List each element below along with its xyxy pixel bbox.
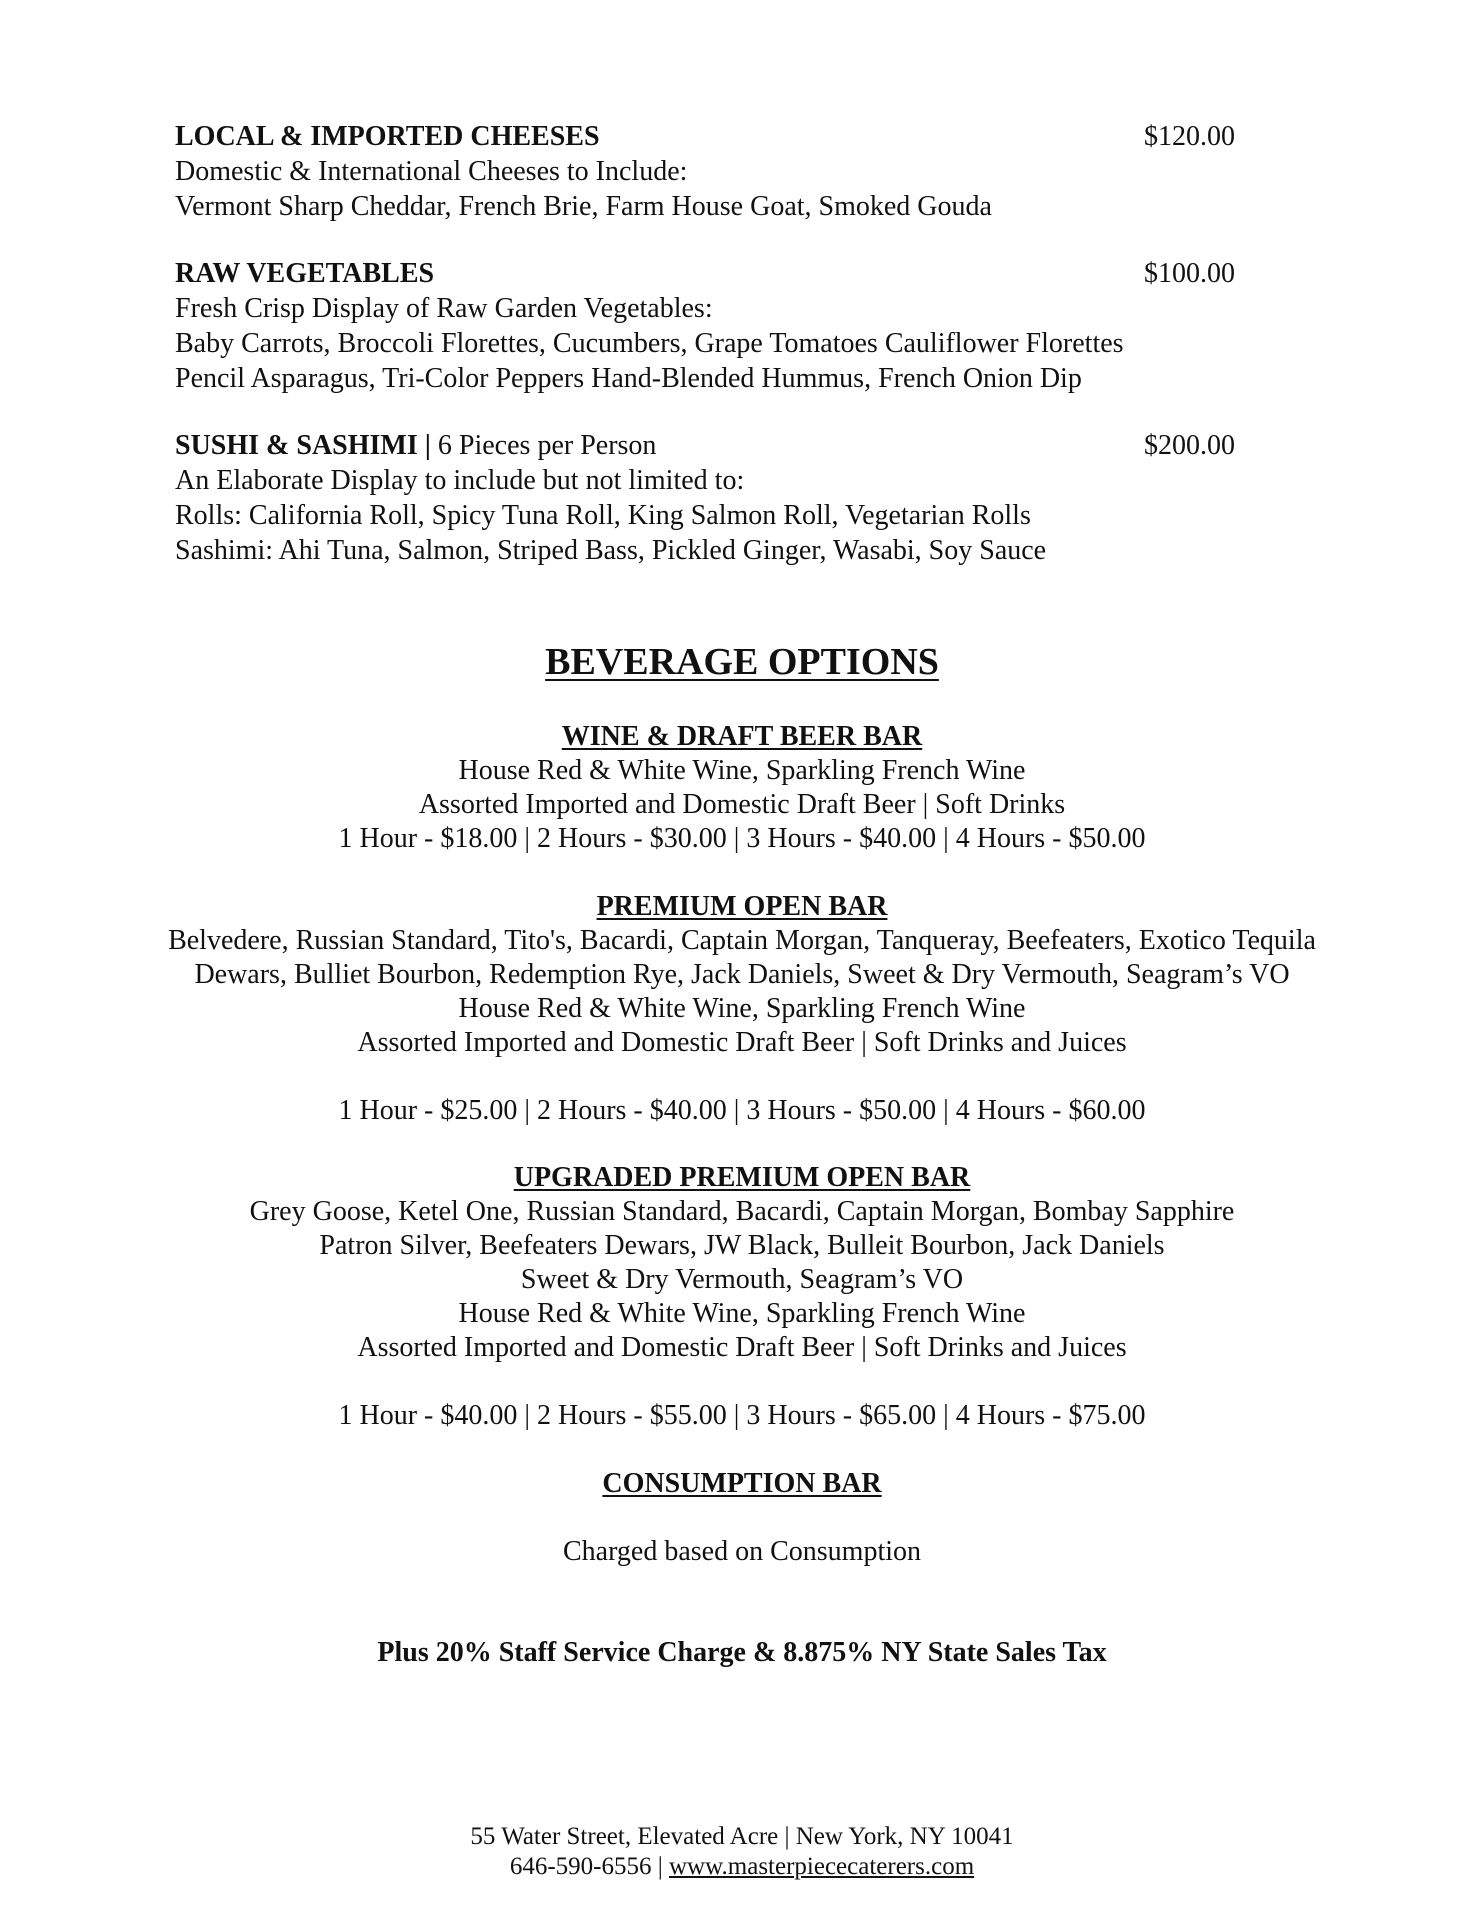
footer: [0, 1822, 1484, 1882]
bar-description: Assorted Imported and Domestic Draft Beer | Soft Drinks and Juices: [357, 1027, 1127, 1058]
food-item-description: An Elaborate Display to include but not limited to:: [175, 465, 745, 496]
food-item-description: Domestic & International Cheeses to Include:: [175, 156, 688, 187]
service-charge-note: Plus 20% Staff Service Charge & 8.875% NY State Sales Tax: [377, 1637, 1107, 1668]
food-item-header: [175, 256, 1235, 291]
bar-description: Charged based on Consumption: [562, 1536, 921, 1567]
food-item-quantity: 6 Pieces per Person: [430, 430, 657, 461]
food-item-description: Pencil Asparagus, Tri-Color Peppers Hand-Blended Hummus, French Onion Dip: [175, 363, 1082, 394]
footer-contact: [0, 1852, 1484, 1882]
bar-title: UPGRADED PREMIUM OPEN BAR: [513, 1162, 971, 1193]
food-item-name: RAW VEGETABLES: [175, 258, 435, 289]
food-item-description: Fresh Crisp Display of Raw Garden Vegetables:: [175, 293, 713, 324]
wine-draft-beer-bar-section: [0, 720, 1484, 856]
premium-open-bar-section: [0, 890, 1484, 1128]
bar-description: Assorted Imported and Domestic Draft Beer | Soft Drinks: [418, 789, 1066, 820]
upgraded-premium-open-bar-section: [0, 1161, 1484, 1433]
food-item-raw-vegetables: [175, 256, 1235, 396]
bar-description: Assorted Imported and Domestic Draft Beer | Soft Drinks and Juices: [357, 1332, 1127, 1363]
food-item-description: Baby Carrots, Broccoli Florettes, Cucumbers, Grape Tomatoes Cauliflower Florettes: [175, 328, 1124, 359]
bar-description: House Red & White Wine, Sparkling French Wine: [458, 993, 1026, 1024]
bar-description: Belvedere, Russian Standard, Tito's, Bacardi, Captain Morgan, Tanqueray, Beefeaters, Exotico Tequila: [168, 925, 1316, 956]
food-item-sushi-sashimi: [175, 428, 1235, 568]
food-item-header: [175, 119, 1235, 154]
bar-description: House Red & White Wine, Sparkling French Wine: [458, 1298, 1026, 1329]
bar-description: Dewars, Bulliet Bourbon, Redemption Rye, Jack Daniels, Sweet & Dry Vermouth, Seagram’s VO: [194, 959, 1290, 990]
beverage-options-title: BEVERAGE OPTIONS: [545, 641, 939, 683]
food-item-price: $100.00: [1144, 258, 1235, 289]
bar-description: Sweet & Dry Vermouth, Seagram’s VO: [520, 1264, 964, 1295]
food-item-description: Rolls: California Roll, Spicy Tuna Roll, King Salmon Roll, Vegetarian Rolls: [175, 500, 1031, 531]
bar-prices: 1 Hour - $40.00 | 2 Hours - $55.00 | 3 Hours - $65.00 | 4 Hours - $75.00: [338, 1400, 1146, 1431]
bar-description: House Red & White Wine, Sparkling French Wine: [458, 755, 1026, 786]
food-item-cheeses: [175, 119, 1235, 224]
footer-address: 55 Water Street, Elevated Acre | New York, NY 10041: [470, 1823, 1014, 1850]
food-item-description: Sashimi: Ahi Tuna, Salmon, Striped Bass, Pickled Ginger, Wasabi, Soy Sauce: [175, 535, 1047, 566]
bar-title: PREMIUM OPEN BAR: [596, 891, 888, 922]
bar-description: Patron Silver, Beefeaters Dewars, JW Black, Bulleit Bourbon, Jack Daniels: [319, 1230, 1165, 1261]
consumption-bar-section: [0, 1467, 1484, 1569]
bar-title: CONSUMPTION BAR: [602, 1468, 882, 1499]
food-item-price: $200.00: [1144, 430, 1235, 461]
food-item-price: $120.00: [1144, 121, 1235, 152]
food-item-name: SUSHI & SASHIMI |: [175, 430, 431, 461]
website-link[interactable]: www.masterpiececaterers.com: [668, 1853, 975, 1880]
food-item-name: LOCAL & IMPORTED CHEESES: [175, 121, 600, 152]
bar-description: Grey Goose, Ketel One, Russian Standard, Bacardi, Captain Morgan, Bombay Sapphire: [249, 1196, 1235, 1227]
food-item-header: [175, 428, 1235, 463]
bar-title: WINE & DRAFT BEER BAR: [561, 721, 923, 752]
bar-prices: 1 Hour - $18.00 | 2 Hours - $30.00 | 3 Hours - $40.00 | 4 Hours - $50.00: [338, 823, 1146, 854]
bar-prices: 1 Hour - $25.00 | 2 Hours - $40.00 | 3 Hours - $50.00 | 4 Hours - $60.00: [338, 1095, 1146, 1126]
footer-phone: 646-590-6556 |: [509, 1853, 669, 1880]
food-item-description: Vermont Sharp Cheddar, French Brie, Farm House Goat, Smoked Gouda: [175, 191, 992, 222]
